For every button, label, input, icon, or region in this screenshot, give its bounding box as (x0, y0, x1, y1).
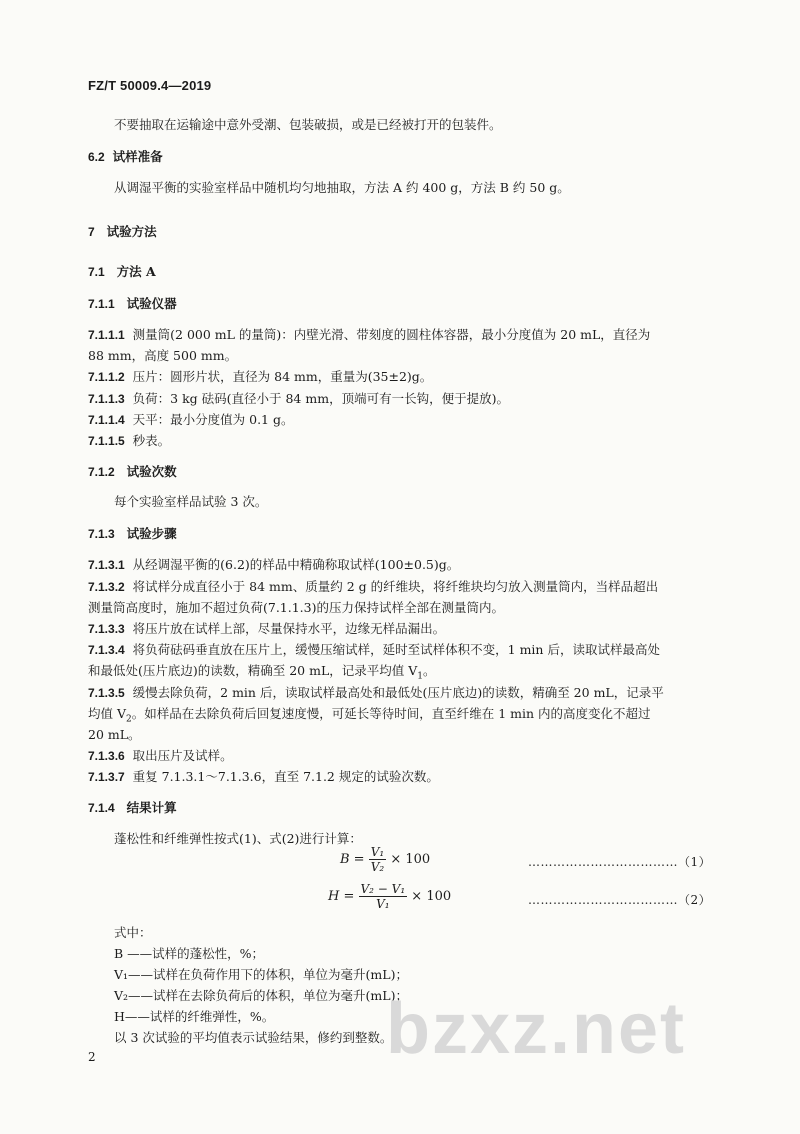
clause-7-1-3-3 (88, 619, 445, 639)
clause-text: 将试样分成直径小于 84 mm、质量约 2 g 的纤维块，将纤维块均匀放入测量筒内，当样品超出 (132, 579, 659, 594)
fraction (359, 882, 408, 911)
clause-text: 从经调湿平衡的(6.2)的样品中精确称取试样(100±0.5)g。 (132, 557, 460, 572)
section-7-heading (88, 222, 157, 242)
paragraph: 从调湿平衡的实验室样品中随机均匀地抽取，方法 A 约 400 g，方法 B 约 50 g。 (114, 180, 570, 195)
section-number: 7.1.4 (88, 801, 115, 815)
section-title: 试样准备 (112, 149, 163, 164)
clause-7-1-1-4 (88, 410, 293, 430)
section-7-1-4-heading (88, 798, 177, 818)
section-title: 试验次数 (126, 464, 177, 479)
subscript: 2 (126, 714, 132, 725)
clause-continuation: 20 mL。 (88, 727, 141, 742)
text: 。如样品在去除负荷后回复速度慢，可延长等待时间，直至纤维在 1 min 内的高度变化不超过 (131, 706, 651, 721)
clause-number: 7.1.3.2 (88, 580, 125, 594)
clause-continuation (88, 704, 651, 730)
variable-definition: V₁——试样在负荷作用下的体积，单位为毫升(mL)； (114, 967, 408, 982)
denominator: V₁ (376, 897, 390, 911)
section-7-1-2-heading (88, 462, 177, 482)
section-title: 试验方法 (106, 224, 157, 239)
clause-text: 秒表。 (132, 433, 171, 448)
clause-number: 7.1.3.3 (88, 622, 125, 636)
text: 均值 V (88, 706, 127, 721)
text: 。 (423, 663, 436, 678)
standard-code: FZ/T 50009.4—2019 (88, 78, 212, 93)
fraction (369, 845, 386, 874)
clause-7-1-3-1 (88, 555, 459, 575)
clause-text: 将压片放在试样上部，尽量保持水平，边缘无样品漏出。 (132, 621, 446, 636)
clause-text: 负荷：3 kg 砝码(直径小于 84 mm，顶端可有一长钩，便于提放)。 (132, 391, 509, 406)
clause-number: 7.1.1.4 (88, 413, 125, 427)
equation-number: ………………………………（1） (528, 855, 712, 869)
clause-text: 压片：圆形片状，直径为 84 mm，重量为(35±2)g。 (132, 369, 433, 384)
clause-7-1-3-5 (88, 683, 664, 703)
variable-definition: H——试样的纤维弹性，%。 (114, 1009, 275, 1024)
section-number: 7.1.2 (88, 465, 115, 479)
paragraph: 不要抽取在运输途中意外受潮、包装破损，或是已经被打开的包装件。 (114, 117, 502, 132)
section-title: 试验仪器 (126, 296, 177, 311)
clause-text: 取出压片及试样。 (132, 748, 233, 763)
paragraph: 每个实验室样品试验 3 次。 (114, 494, 268, 509)
section-title: 方法 A (116, 264, 156, 279)
section-number: 7.1.1 (88, 297, 115, 311)
clause-number: 7.1.3.1 (88, 558, 125, 572)
clause-text: 测量筒(2 000 mL 的量筒)：内壁光滑、带刻度的圆柱体容器，最小分度值为 20 mL，直径为 (132, 327, 651, 342)
clause-7-1-1-1 (88, 325, 650, 345)
section-number: 7 (88, 225, 95, 239)
section-6-2-heading (88, 147, 163, 167)
clause-7-1-1-5 (88, 431, 170, 451)
equation-rhs: × 100 (390, 852, 431, 867)
clause-continuation: 88 mm，高度 500 mm。 (88, 348, 238, 363)
clause-7-1-3-2 (88, 577, 658, 597)
section-7-1-1-heading (88, 294, 177, 314)
equation-lhs: B = (340, 852, 365, 867)
equation-2 (328, 882, 451, 911)
page-number: 2 (88, 1050, 96, 1064)
clause-text: 将负荷砝码垂直放在压片上，缓慢压缩试样，延时至试样体积不变，1 min 后，读取试样最高处 (132, 642, 660, 657)
clause-number: 7.1.1.5 (88, 434, 125, 448)
equation-lhs: H = (328, 889, 355, 904)
equation-1 (340, 845, 430, 874)
clause-continuation: 测量筒高度时，施加不超过负荷(7.1.1.3)的压力保持试样全部在测量筒内。 (88, 600, 504, 615)
clause-7-1-3-6 (88, 746, 233, 766)
clause-number: 7.1.1.1 (88, 328, 125, 342)
section-7-1-heading (88, 262, 156, 282)
clause-number: 7.1.1.2 (88, 370, 125, 384)
denominator: V₂ (370, 860, 385, 874)
paragraph: 蓬松性和纤维弹性按式(1)、式(2)进行计算： (114, 831, 362, 846)
clause-7-1-3-4 (88, 640, 660, 660)
clause-number: 7.1.3.6 (88, 749, 125, 763)
section-number: 7.1.3 (88, 527, 115, 541)
clause-number: 7.1.3.5 (88, 686, 125, 700)
paragraph: 以 3 次试验的平均值表示试验结果，修约到整数。 (114, 1030, 393, 1045)
section-number: 7.1 (88, 265, 105, 279)
clause-7-1-1-2 (88, 367, 432, 387)
text: 和最低处(压片底边)的读数，精确至 20 mL，记录平均值 V (88, 663, 418, 678)
clause-7-1-3-7 (88, 767, 439, 787)
numerator: V₂ − V₁ (360, 882, 406, 896)
clause-number: 7.1.3.7 (88, 770, 125, 784)
equation-number: ………………………………（2） (528, 893, 712, 907)
clause-text: 重复 7.1.3.1～7.1.3.6，直至 7.1.2 规定的试验次数。 (132, 769, 439, 784)
variable-definition: B ——试样的蓬松性，%； (114, 946, 265, 961)
section-title: 结果计算 (126, 800, 177, 815)
clause-text: 缓慢去除负荷，2 min 后，读取试样最高处和最低处(压片底边)的读数，精确至 20 mL，记录平 (132, 685, 664, 700)
watermark: bzxz.net (386, 989, 687, 1069)
section-7-1-3-heading (88, 524, 177, 544)
clause-number: 7.1.3.4 (88, 643, 125, 657)
variable-definition: V₂——试样在去除负荷后的体积，单位为毫升(mL)； (114, 988, 408, 1003)
equation-rhs: × 100 (411, 889, 452, 904)
subscript: 1 (417, 671, 423, 682)
clause-text: 天平：最小分度值为 0.1 g。 (132, 412, 294, 427)
section-number: 6.2 (88, 150, 105, 164)
where-label: 式中： (114, 925, 152, 940)
clause-7-1-1-3 (88, 389, 509, 409)
numerator: V₁ (370, 845, 385, 859)
clause-number: 7.1.1.3 (88, 392, 125, 406)
section-title: 试验步骤 (126, 526, 177, 541)
